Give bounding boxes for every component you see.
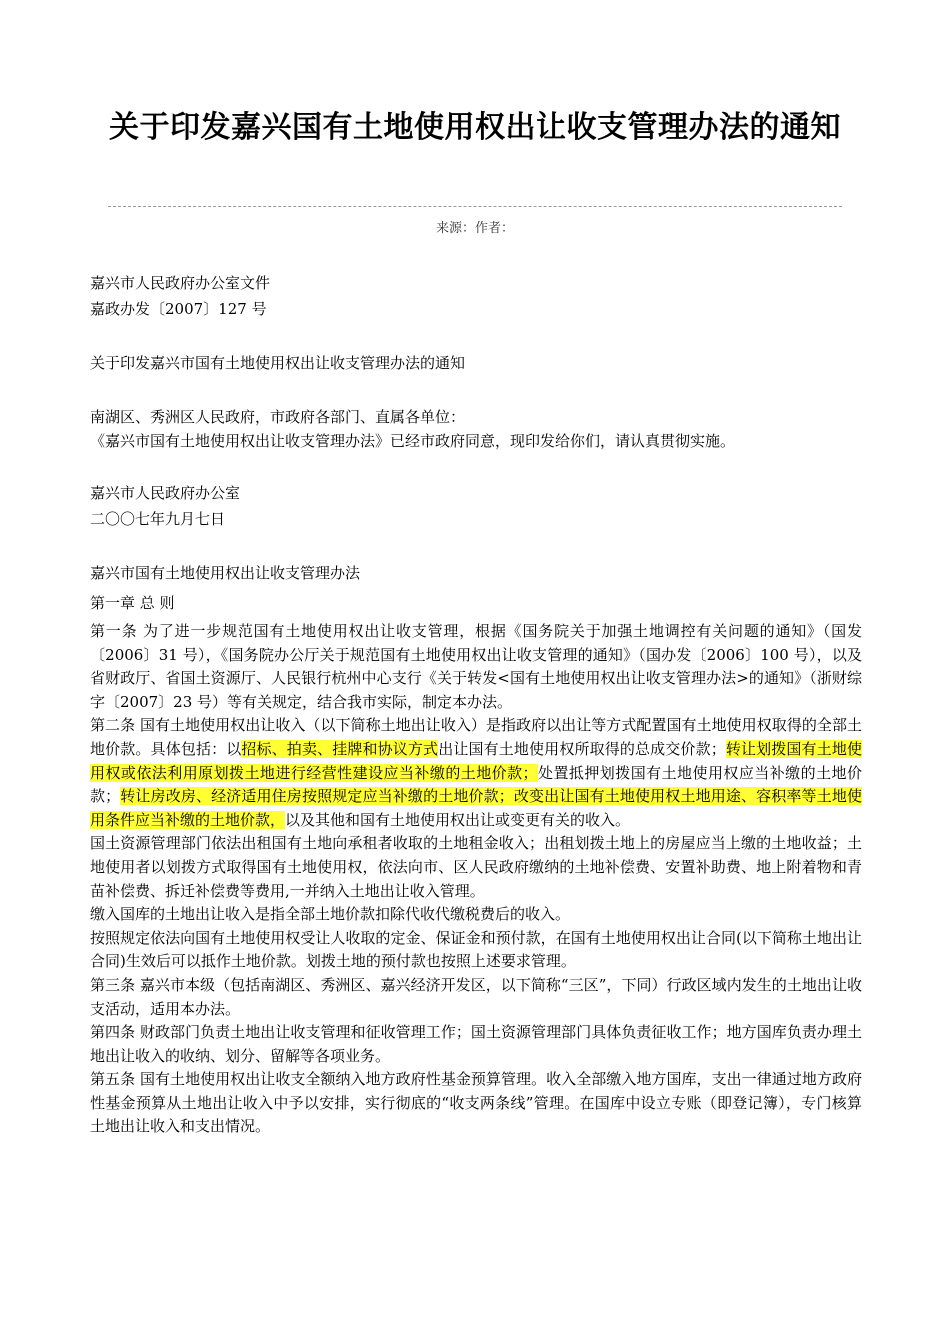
- notice-body: 《嘉兴市国有土地使用权出让收支管理办法》已经市政府同意，现印发给你们，请认真贯彻实施。: [90, 432, 736, 450]
- document-body: [90, 270, 862, 1139]
- doc-number: 嘉政办发〔2007〕127 号: [90, 300, 267, 318]
- signature-org: 嘉兴市人民政府办公室: [90, 484, 241, 502]
- document-title: 关于印发嘉兴国有土地使用权出让收支管理办法的通知: [109, 110, 841, 145]
- highlight-1: 招标、拍卖、挂牌和协议方式: [241, 739, 439, 758]
- issuer-line: 嘉兴市人民政府办公室文件: [90, 274, 271, 292]
- source-line: 来源：作者：: [435, 221, 514, 236]
- highlight-2: 转让划拨国有土地使用权或依法利用原划拨土地进行经营性建设应当补缴的土地价款；: [90, 739, 862, 782]
- article-2: 第二条 国有土地使用权出让收入（以下简称土地出让收入）是指政府以出让等方式配置国有土地使用权取得的全部土地价款。具体包括：以招标、拍卖、挂牌和协议方式出让国有土地使用权所取得的总成交价款；转让划拨国有土地使用权或依法利用原划拨土地进行经营性建设应当补缴的土地价款；处置抵押划拨国有土地使用权应当补缴的土地价款；转让房改房、经济适用住房按照规定应当补缴的土地价款；改变出让国有土地使用权土地用途、容积率等土地使用条件应当补缴的土地价款，以及其他和国有土地使用权出让或变更有关的收入。: [90, 716, 862, 829]
- measures-title: 嘉兴市国有土地使用权出让收支管理办法: [90, 564, 361, 582]
- chapter-heading: 第一章 总 则: [90, 594, 175, 612]
- addressee: 南湖区、秀洲区人民政府，市政府各部门、直属各单位：: [90, 408, 466, 426]
- paragraph-rent: 国土资源管理部门依法出租国有土地向承租者收取的土地租金收入；出租划拨土地上的房屋应当上缴的土地收益；土地使用者以划拨方式取得国有土地使用权，依法向市、区人民政府缴纳的土地补偿费、安置补助费、地上附着物和青苗补偿费、拆迁补偿费等费用,一并纳入土地出让收入管理。: [90, 834, 862, 900]
- highlight-4: 改变出让国有土地使用权土地用途、容积率等土地使用条件应当补缴的土地价款，: [90, 787, 862, 829]
- article-1: 第一条 为了进一步规范国有土地使用权出让收支管理，根据《国务院关于加强土地调控有关问题的通知》（国发〔2006〕31 号），《国务院办公厅关于规范国有土地使用权出让收支管理的通知》（国办发〔2006〕100 号），以及省财政厅、省国土资源厅、人民银行杭州中心支行《关于转发<国有土地使用权出让收支管理办法>的通知》（浙财综字〔2007〕23 号）等有关规定，结合我市实际，制定本办法。: [90, 622, 862, 711]
- paragraph-deposit: 按照规定依法向国有土地使用权受让人收取的定金、保证金和预付款，在国有土地使用权出让合同(以下简称土地出让合同)生效后可以抵作土地价款。划拨土地的预付款也按照上述要求管理。: [90, 928, 862, 971]
- article-3: 第三条 嘉兴市本级（包括南湖区、秀洲区、嘉兴经济开发区，以下简称“三区”，下同）行政区域内发生的土地出让收支活动，适用本办法。: [90, 975, 862, 1018]
- signature-date: 二〇〇七年九月七日: [90, 510, 226, 528]
- article-4: 第四条 财政部门负责土地出让收支管理和征收管理工作；国土资源管理部门具体负责征收工作；地方国库负责办理土地出让收入的收纳、划分、留解等各项业务。: [90, 1023, 862, 1065]
- notice-title: 关于印发嘉兴市国有土地使用权出让收支管理办法的通知: [90, 354, 466, 372]
- article-5: 第五条 国有土地使用权出让收支全额纳入地方政府性基金预算管理。收入全部缴入地方国库，支出一律通过地方政府性基金预算从土地出让收入中予以安排，实行彻底的“收支两条线”管理。在国库中设立专账（即登记簿），专门核算土地出让收入和支出情况。: [90, 1070, 862, 1136]
- highlight-3: 转让房改房、经济适用住房按照规定应当补缴的土地价款；: [120, 787, 514, 806]
- dashed-divider: [108, 206, 842, 207]
- paragraph-treasury: 缴入国库的土地出让收入是指全部土地价款扣除代收代缴税费后的收入。: [90, 905, 571, 924]
